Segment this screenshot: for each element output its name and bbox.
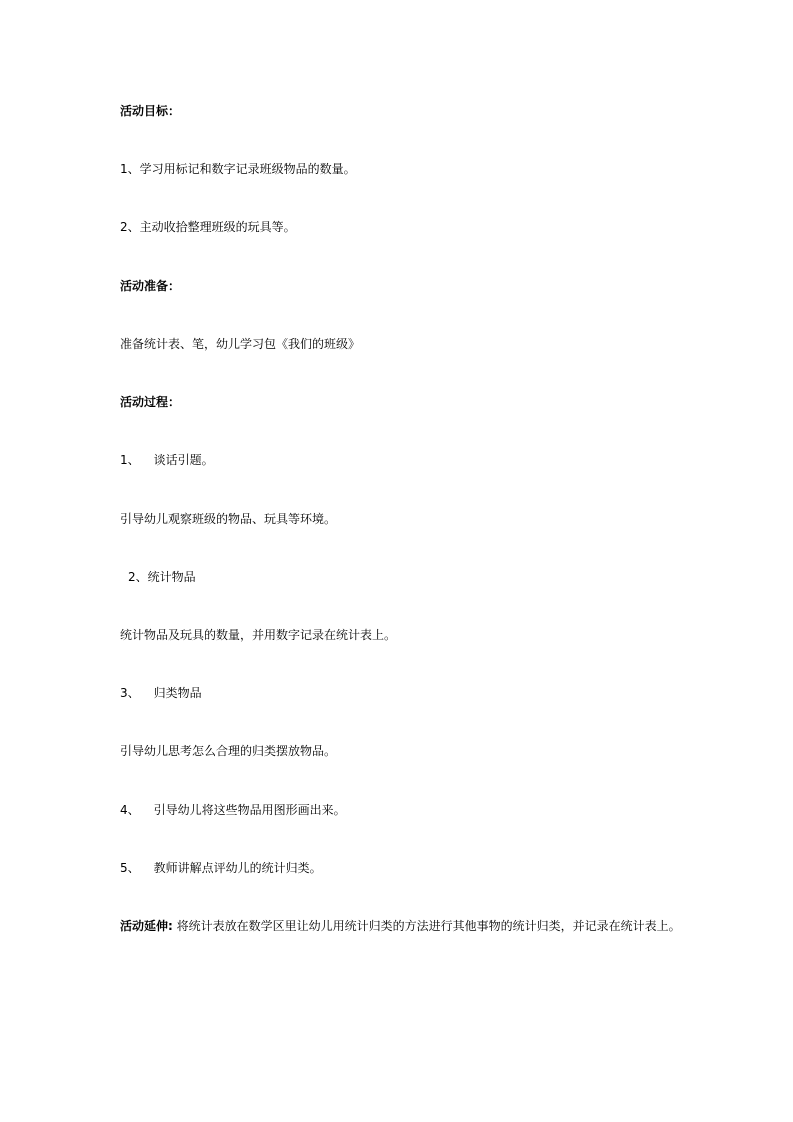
step-3	[120, 685, 202, 701]
step-5-title: 教师讲解点评幼儿的统计归类。	[153, 861, 322, 875]
extension-label: 活动延伸:	[120, 919, 173, 933]
step-1-title: 谈话引题。	[153, 453, 214, 467]
step-1	[120, 452, 214, 468]
step-5	[120, 860, 322, 876]
preparation-text: 准备统计表、笔，幼儿学习包《我们的班级》	[120, 337, 361, 351]
extension-paragraph	[120, 918, 681, 934]
goal-item-1: 1、学习用标记和数字记录班级物品的数量。	[120, 162, 356, 176]
process-heading: 活动过程：	[120, 395, 181, 409]
step-1-text: 引导幼儿观察班级的物品、玩具等环境。	[120, 512, 337, 526]
goals-heading: 活动目标：	[120, 104, 181, 118]
extension-text: 将统计表放在数学区里让幼儿用统计归类的方法进行其他事物的统计归类，并记录在统计表上。	[172, 919, 681, 933]
step-5-number: 5、	[120, 861, 140, 875]
preparation-heading: 活动准备：	[120, 279, 181, 293]
goal-item-2: 2、主动收拾整理班级的玩具等。	[120, 220, 296, 234]
step-3-text: 引导幼儿思考怎么合理的归类摆放物品。	[120, 744, 337, 758]
step-4-number: 4、	[120, 803, 140, 817]
step-2: 2、统计物品	[128, 570, 196, 584]
step-3-number: 3、	[120, 686, 140, 700]
step-2-text: 统计物品及玩具的数量，并用数字记录在统计表上。	[120, 628, 397, 642]
step-4	[120, 802, 346, 818]
step-4-title: 引导幼儿将这些物品用图形画出来。	[153, 803, 346, 817]
step-1-number: 1、	[120, 453, 140, 467]
step-3-title: 归类物品	[153, 686, 202, 700]
